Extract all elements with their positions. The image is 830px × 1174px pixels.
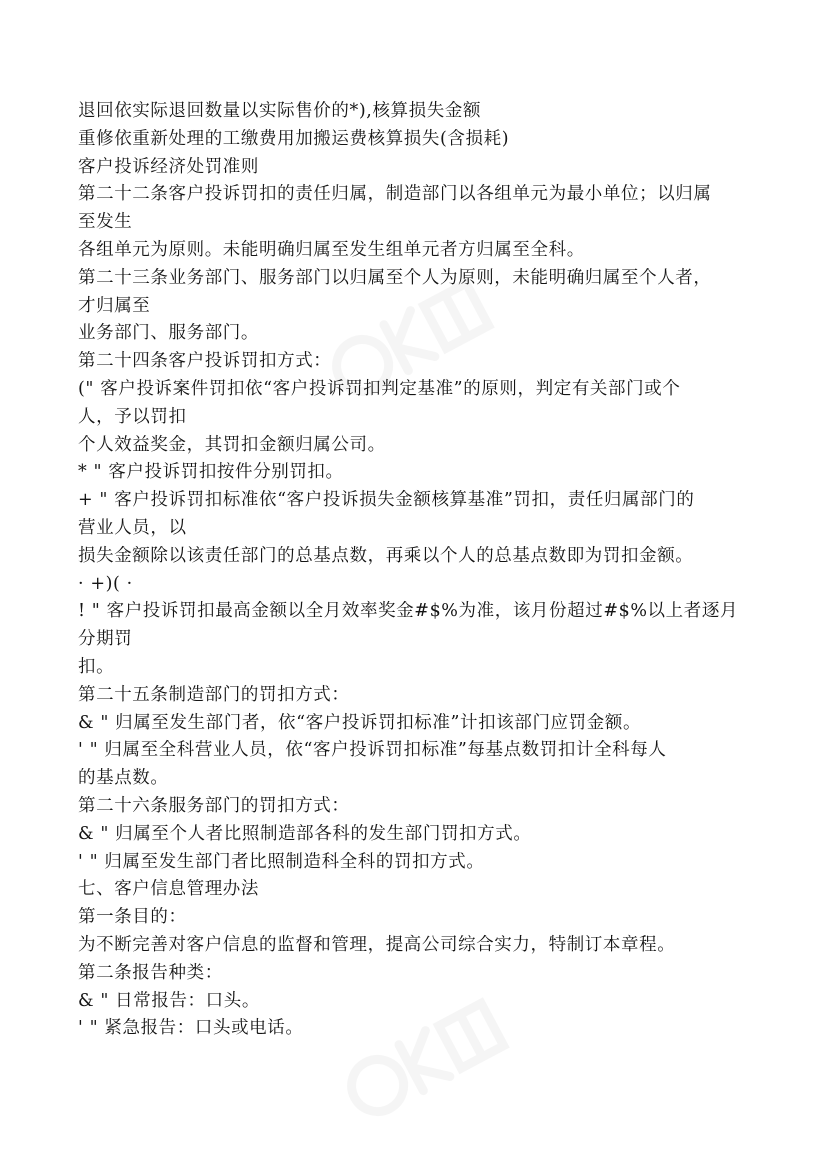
text-line: 扣。	[78, 656, 115, 677]
section-heading: 七、客户信息管理办法	[78, 879, 259, 900]
list-item: + " 客户投诉罚扣标准依“客户投诉损失金额核算基准”罚扣，责任归属部门的	[78, 490, 695, 511]
list-item: ! " 客户投诉罚扣最高金额以全月效率奖金#$%为准，该月份超过#$%以上者逐月	[78, 601, 739, 622]
text-line: 各组单元为原则。未能明确归属至发生组单元者方归属至全科。	[78, 239, 585, 260]
article-25: 第二十五条制造部门的罚扣方式：	[78, 684, 350, 705]
text-line: 至发生	[78, 212, 133, 233]
article-26: 第二十六条服务部门的罚扣方式：	[78, 795, 350, 816]
list-item: & " 归属至个人者比照制造部各科的发生部门罚扣方式。	[78, 823, 532, 844]
list-item: * " 客户投诉罚扣按件分别罚扣。	[78, 462, 344, 483]
list-item: ' " 紧急报告：口头或电话。	[78, 1018, 304, 1039]
text-line: 损失金额除以该责任部门的总基点数，再乘以个人的总基点数即为罚扣金额。	[78, 545, 694, 566]
text-line: 为不断完善对客户信息的监督和管理，提高公司综合实力，特制订本章程。	[78, 934, 676, 955]
text-line: 退回依实际退回数量以实际售价的*),核算损失金额	[78, 101, 482, 121]
text-line: 个人效益奖金，其罚扣金额归属公司。	[78, 434, 386, 455]
article-22: 第二十二条客户投诉罚扣的责任归属，制造部门以各组单元为最小单位；以归属	[78, 184, 712, 205]
text-line: 人，予以罚扣	[78, 406, 187, 427]
list-item: ' " 归属至全科营业人员，依“客户投诉罚扣标准”每基点数罚扣计全科每人	[78, 740, 667, 761]
text-line: 才归属至	[78, 295, 151, 316]
text-line: 营业人员，以	[78, 517, 187, 538]
text-line: 分期罚	[78, 629, 133, 650]
text-line: 业务部门、服务部门。	[78, 323, 259, 344]
text-line: 重修依重新处理的工缴费用加搬运费核算损失(含损耗)	[78, 128, 510, 149]
article-1: 第一条目的：	[78, 907, 187, 928]
article-2: 第二条报告种类：	[78, 962, 223, 983]
text-line: 的基点数。	[78, 768, 169, 789]
list-item: (" 客户投诉案件罚扣依“客户投诉罚扣判定基准”的原则，判定有关部门或个	[78, 378, 681, 399]
list-item: & " 归属至发生部门者，依“客户投诉罚扣标准”计扣该部门应罚金额。	[78, 712, 642, 733]
list-item: & " 日常报告：口头。	[78, 990, 260, 1011]
article-24: 第二十四条客户投诉罚扣方式：	[78, 351, 332, 372]
section-heading: 客户投诉经济处罚准则	[78, 156, 259, 177]
document-body	[78, 98, 760, 1043]
list-item: ' " 归属至发生部门者比照制造科全科的罚扣方式。	[78, 851, 485, 872]
article-23: 第二十三条业务部门、服务部门以归属至个人为原则，未能明确归属至个人者，	[78, 267, 712, 288]
text-line: · +)( ·	[78, 573, 133, 594]
